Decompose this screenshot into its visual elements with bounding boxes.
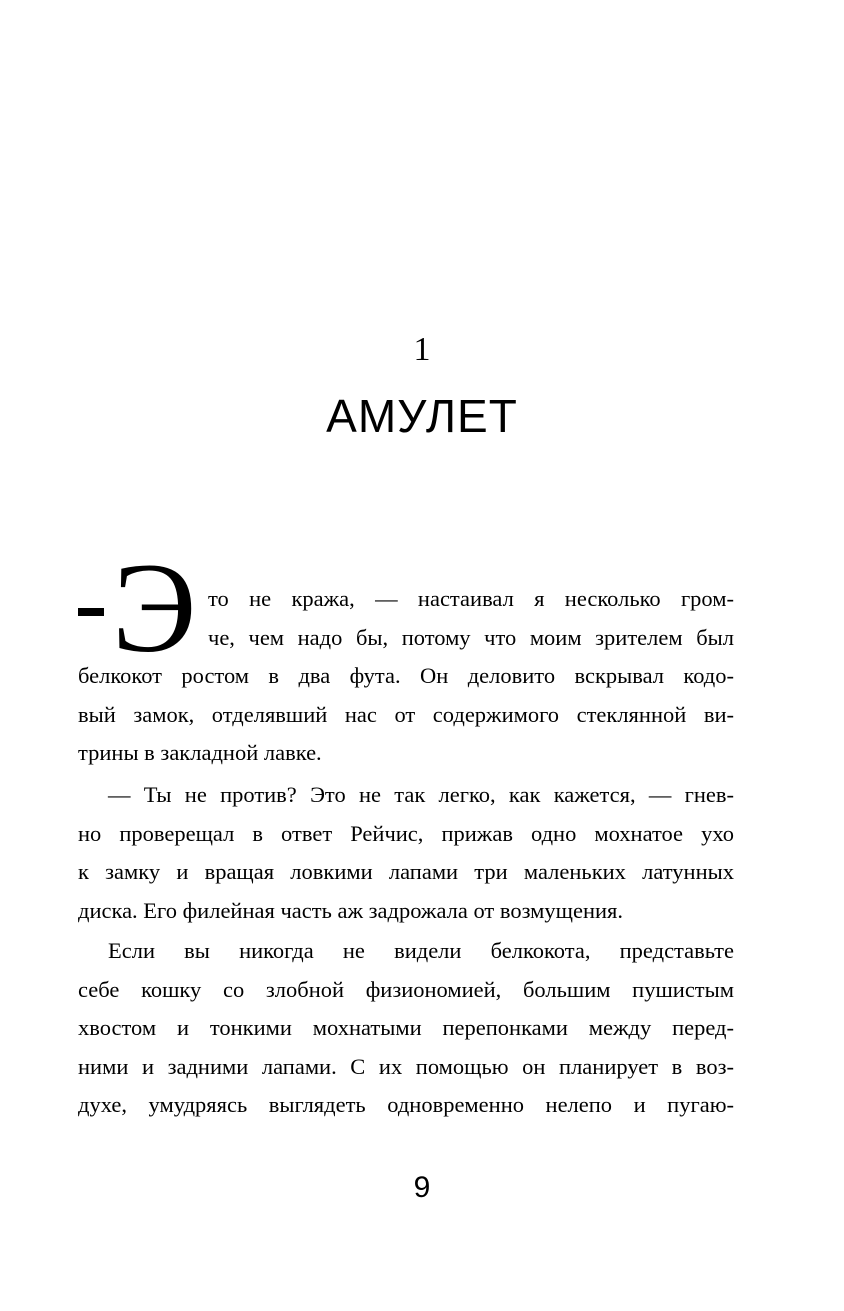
- paragraph-2: [78, 776, 734, 930]
- chapter-number: 1: [413, 331, 431, 368]
- text-line: себе кошку со злобной физиономией, большим пушистым: [78, 976, 734, 1002]
- dropcap-letter: Э: [112, 537, 197, 679]
- text-line: — Ты не против? Это не так легко, как кажется, — гнев-: [108, 782, 734, 807]
- text-line: хвостом и тонкими мохнатыми перепонками между перед-: [78, 1015, 734, 1041]
- text-line: духе, умудряясь выглядеть одновременно нелепо и пугаю-: [78, 1092, 734, 1118]
- text-line: трины в закладной лавке.: [78, 740, 322, 766]
- chapter-title: АМУЛЕТ: [326, 390, 518, 442]
- paragraph-1: [78, 580, 734, 773]
- text-line: то не кража, — настаивал я несколько гром-: [208, 586, 734, 611]
- text-line: че, чем надо бы, потому что моим зрителем был: [208, 624, 734, 650]
- text-line: вый замок, отделявший нас от содержимого стеклянной ви-: [78, 701, 734, 727]
- text-line: ними и задними лапами. С их помощью он планирует в воз-: [78, 1053, 734, 1079]
- paragraph-3: [78, 932, 734, 1125]
- text-line: Если вы никогда не видели белкокота, представьте: [108, 938, 734, 963]
- text-line: к замку и вращая ловкими лапами три маленьких латунных: [78, 859, 734, 885]
- text-line: белкокот ростом в два фута. Он деловито вскрывал кодо-: [78, 663, 734, 689]
- text-line: диска. Его филейная часть аж задрожала от возмущения.: [78, 897, 624, 923]
- text-line: но проверещал в ответ Рейчис, прижав одно мохнатое ухо: [78, 820, 734, 846]
- page-number: 9: [413, 1171, 431, 1204]
